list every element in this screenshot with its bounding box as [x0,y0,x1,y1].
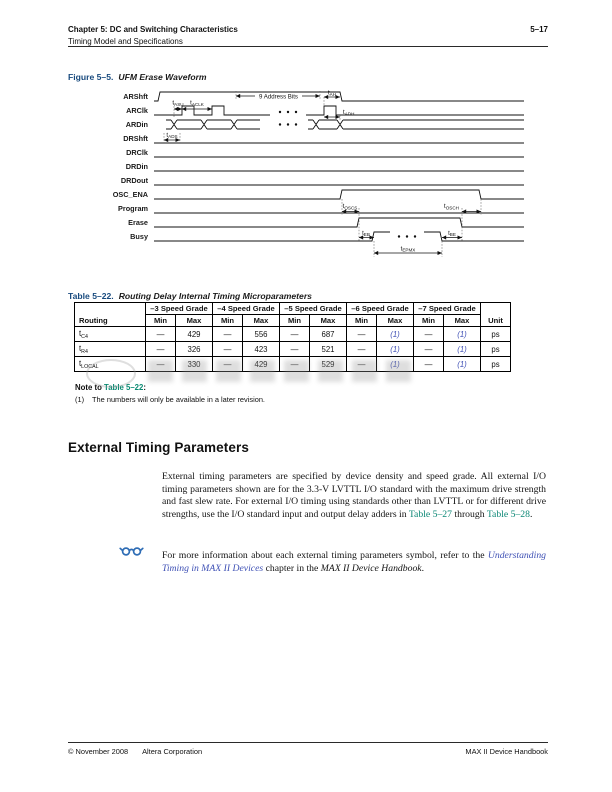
column-header-speed-6: –6 Speed Grade [347,303,414,315]
footnote-link[interactable]: (1) [444,327,481,342]
footer-rule [68,742,548,743]
max-header: Max [310,315,347,327]
page-number: 5–17 [530,25,548,34]
row-symbol: $t_{C4}$ [75,327,146,342]
cell: — [213,327,243,342]
copyright-text: © November 2008 [68,747,129,756]
max-header: Max [243,315,280,327]
cell: 330 [176,357,213,372]
table-note-header: Note to Table 5–22: [75,383,146,392]
cell: 423 [243,342,280,357]
annotation-tadh: $t_{ADH}$ [343,109,355,117]
note-text: The numbers will only be available in a later revision. [92,395,265,404]
continuation-dots [279,111,416,238]
reference-note: For more information about each external timing parameters symbol, refer to the Understanding Timing in MAX II Devices chapter in the MAX II Device Handbook. [162,549,546,574]
table-row-tr4 [75,342,511,357]
cell: — [347,327,377,342]
trace-arshft [154,89,524,101]
body-paragraph: External timing parameters are specified by device density and speed grade. All external I/O timing parameters shown are for the 3.3-V LVTTL I/O standard with the maximum drive strength and fast slew rate. For external I/O timing using standards other than LVTTL or for different drive strengths, use the I/O standard input and output delay adders in Table 5–27 through Table 5–28. [162,470,546,521]
min-header: Min [146,315,176,327]
trace-busy [154,229,524,241]
ufm-erase-waveform-figure [84,85,536,267]
figure-caption [68,72,207,82]
signal-label-osc-ena: OSC_ENA [112,190,148,199]
annotation-tasu: $t_{ASU}$ [172,99,184,107]
figure-title: UFM Erase Waveform [118,72,207,82]
cell: — [146,357,176,372]
table-row-tlocal [75,357,511,372]
footnote-link[interactable]: (1) [377,357,414,372]
max-header: Max [444,315,481,327]
column-header-speed-5: –5 Speed Grade [280,303,347,315]
row-symbol: $t_{LOCAL}$ [75,357,146,372]
signal-label-drshft: DRShft [123,134,148,143]
cell: — [414,342,444,357]
column-header-routing: Routing [75,303,146,327]
handbook-title: MAX II Device Handbook [320,562,422,574]
annotation-tbe: $t_{BE}$ [448,229,456,238]
annotation-address-bits: 9 Address Bits [259,93,298,101]
column-header-speed-3: –3 Speed Grade [146,303,213,315]
signal-label-busy: Busy [130,232,148,241]
cell: — [347,357,377,372]
trace-ardin-crossings [171,120,343,129]
cell: 687 [310,327,347,342]
cell: 429 [243,357,280,372]
cell: — [280,357,310,372]
table-5-22-link[interactable]: Table 5–22 [104,383,144,392]
cell: 521 [310,342,347,357]
cell: — [414,327,444,342]
unit-cell: ps [481,357,511,372]
table-title: Routing Delay Internal Timing Microparameters [118,291,312,301]
footnote-link[interactable]: (1) [377,327,414,342]
signal-label-drdout: DRDout [120,176,148,185]
cell: 529 [310,357,347,372]
footer-right: MAX II Device Handbook [465,747,548,756]
table-note-item [75,395,265,404]
table-row-tc4 [75,327,511,342]
column-header-unit: Unit [481,303,511,327]
waveform-traces [154,89,524,241]
cell: 556 [243,327,280,342]
cell: — [146,327,176,342]
chapter-title: Chapter 5: DC and Switching Characteristics [68,25,238,34]
cell: 326 [176,342,213,357]
cell: — [213,342,243,357]
min-header: Min [414,315,444,327]
footnote-link[interactable]: (1) [444,357,481,372]
max-header: Max [176,315,213,327]
table-label: Table 5–22. [68,291,114,301]
header-rule [68,46,548,47]
cell: — [414,357,444,372]
company-name: Altera Corporation [142,747,203,756]
page-header [68,25,548,45]
annotation-tosch: $t_{OSCH}$ [444,203,459,211]
annotation-tads: $t_{ADS}$ [166,131,178,140]
annotation-taclk: $t_{ACLK}$ [190,99,204,107]
table-5-27-link[interactable]: Table 5–27 [408,509,452,521]
cell: — [280,327,310,342]
column-header-speed-4: –4 Speed Grade [213,303,280,315]
unit-cell: ps [481,327,511,342]
signal-label-arclk: ARClk [126,106,148,115]
signal-label-drclk: DRClk [126,148,148,157]
annotation-toscs: $t_{OSCS}$ [342,203,358,211]
routing-delay-table [74,302,511,372]
annotation-teb: $t_{EB}$ [362,229,370,238]
footer-left [68,747,202,756]
table-5-28-link[interactable]: Table 5–28 [486,509,530,521]
note-number: (1) [75,395,85,404]
max-header: Max [377,315,414,327]
cell: — [146,342,176,357]
footnote-link[interactable]: (1) [444,342,481,357]
signal-label-drdin: DRDin [125,162,148,171]
signal-label-arshft: ARShft [123,92,148,101]
understanding-timing-link[interactable]: Understanding Timing in MAX II Devices [162,549,546,574]
footnote-link[interactable]: (1) [377,342,414,357]
annotation-tah: $t_{AH}$ [327,89,337,97]
trace-arclk [154,106,524,115]
cell: 429 [176,327,213,342]
signal-label-erase: Erase [128,218,148,227]
annotation-tepmx: $t_{EPMX}$ [400,245,416,253]
trace-osc-ena [154,190,524,199]
cell: — [280,342,310,357]
min-header: Min [280,315,310,327]
see-also-icon [118,544,146,558]
trace-erase [154,218,524,227]
min-header: Min [213,315,243,327]
signal-label-program: Program [117,204,148,213]
section-heading: External Timing Parameters [68,440,249,455]
column-header-speed-7: –7 Speed Grade [414,303,481,315]
cell: — [213,357,243,372]
signal-labels [113,92,149,241]
row-symbol: $t_{R4}$ [75,342,146,357]
table-caption [68,291,312,301]
table-header-groups [75,303,511,315]
section-subtitle: Timing Model and Specifications [68,37,183,46]
min-header: Min [347,315,377,327]
unit-cell: ps [481,342,511,357]
figure-label: Figure 5–5. [68,72,114,82]
signal-label-ardin: ARDin [125,120,148,129]
cell: — [347,342,377,357]
